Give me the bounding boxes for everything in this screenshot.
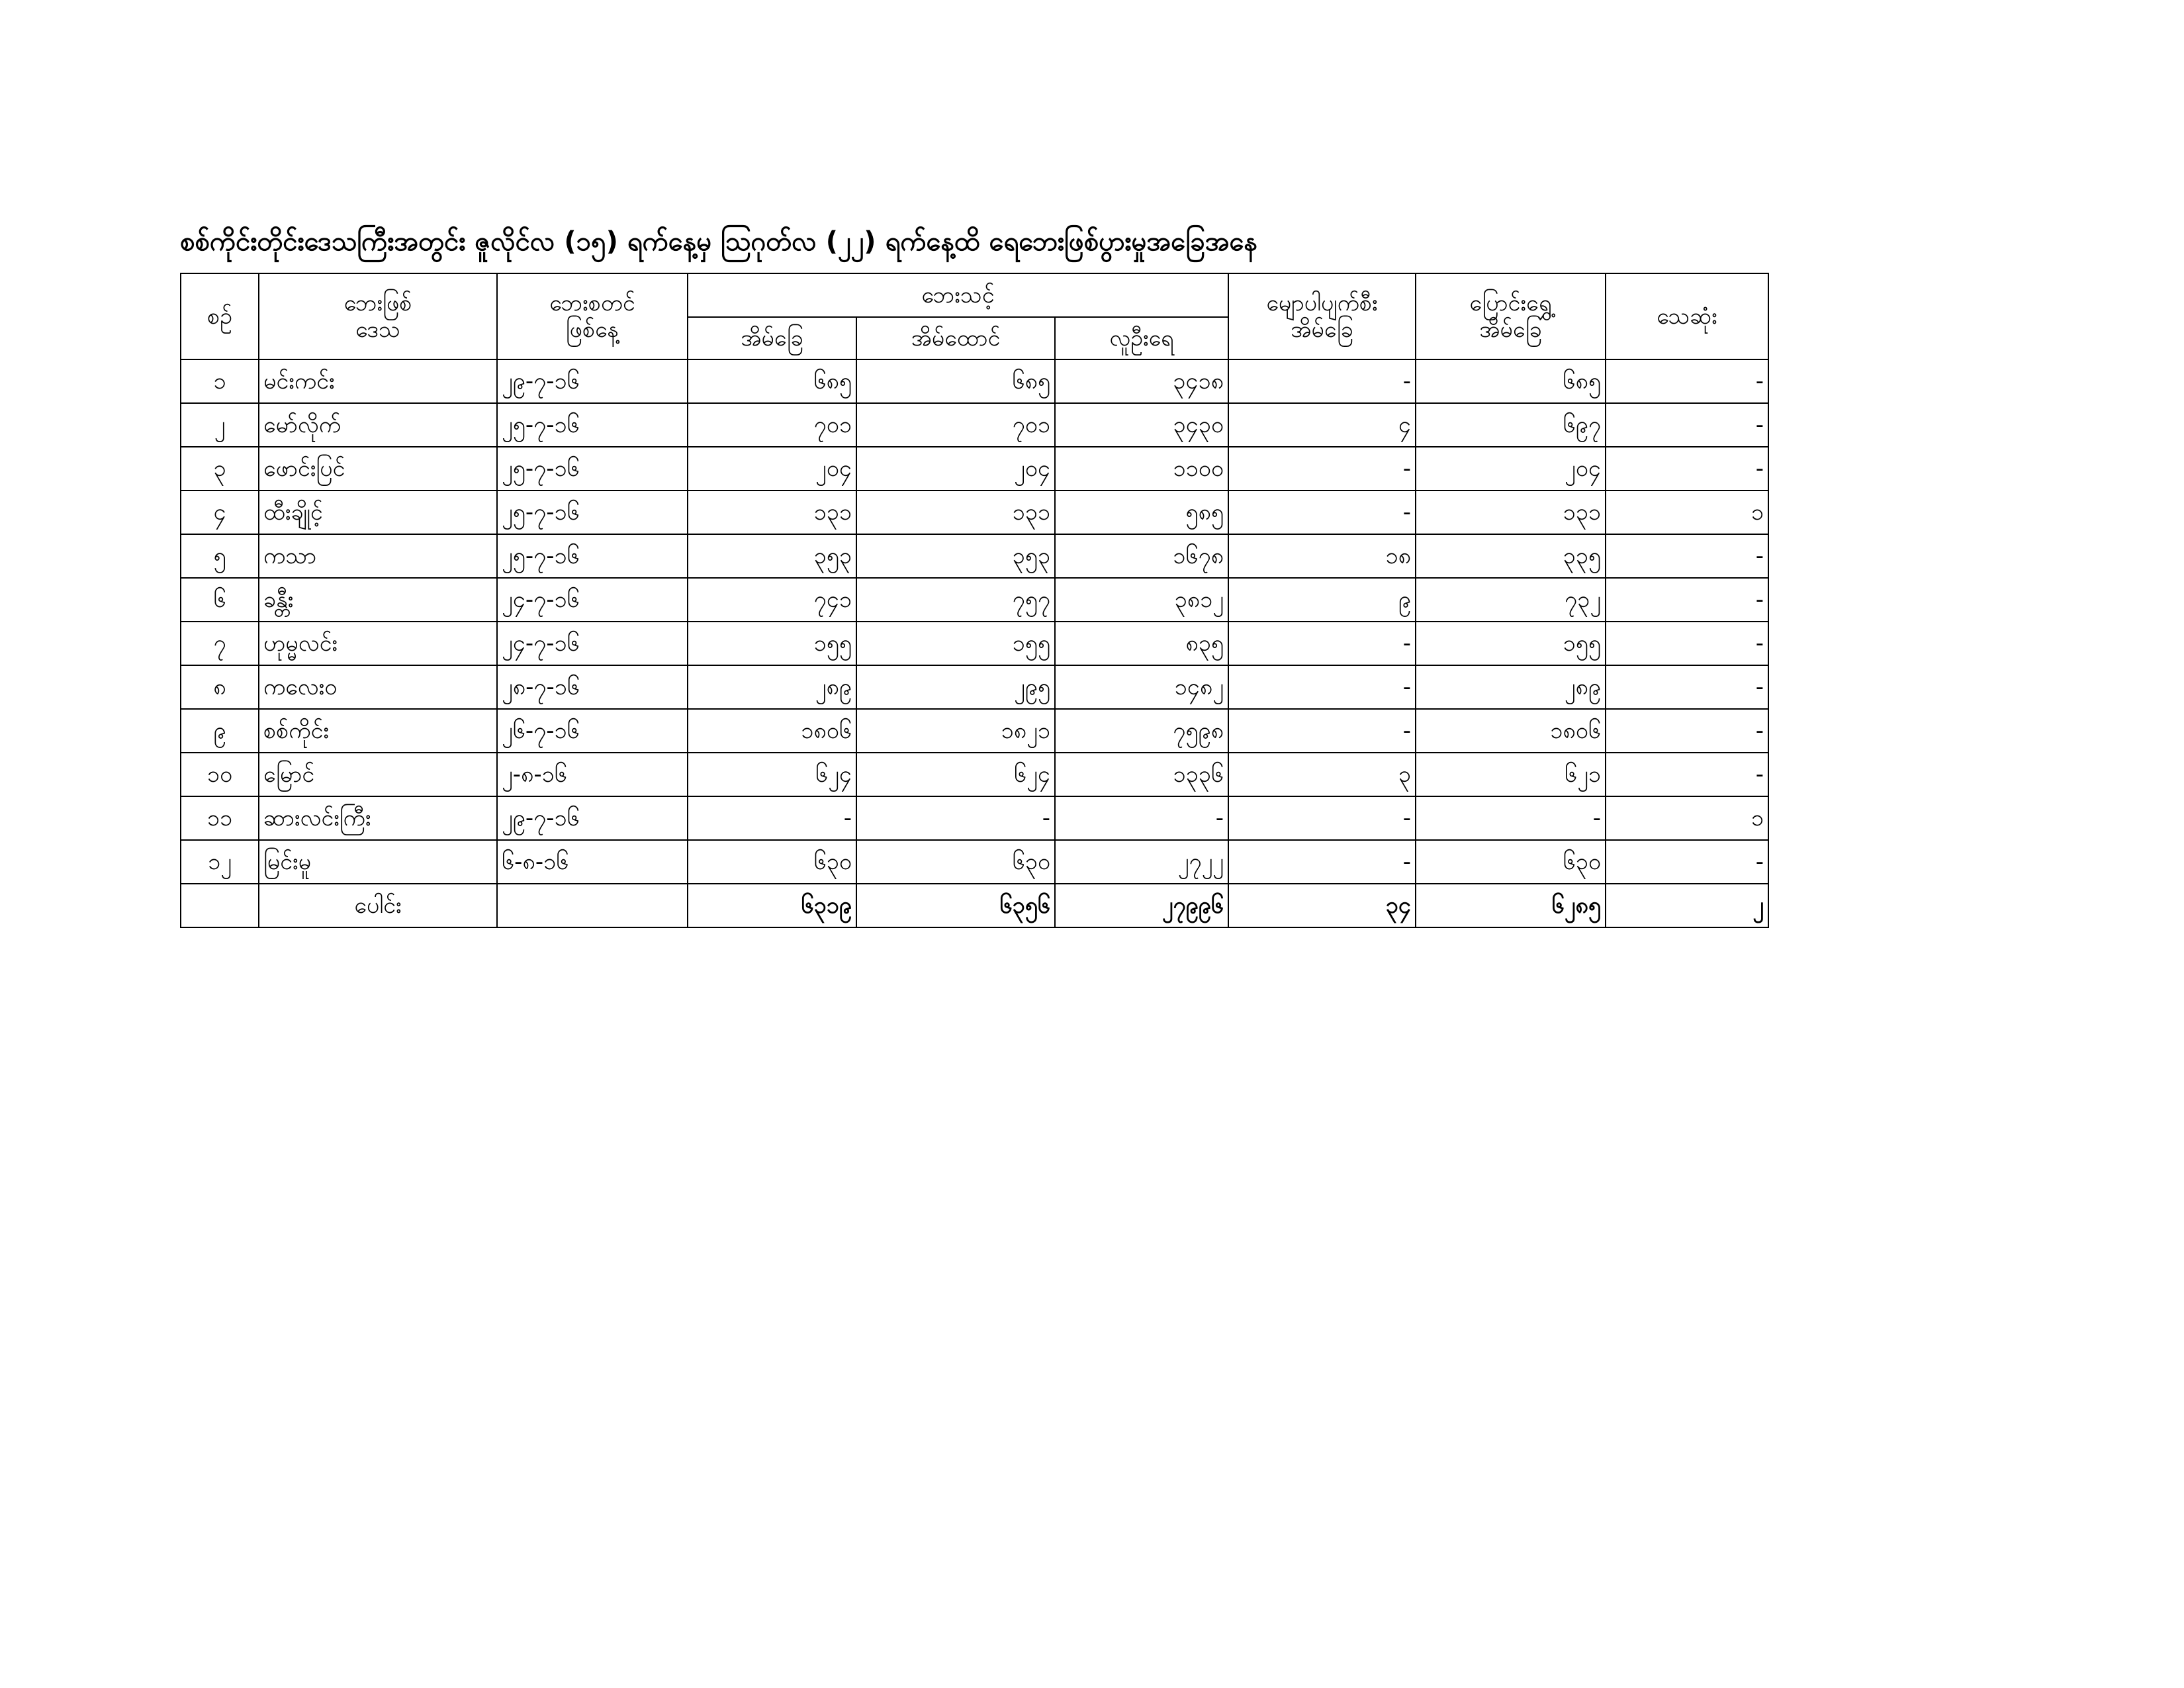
cell-people: ၃၈၁၂ xyxy=(1055,578,1228,622)
cell-relocated: ၆၈၅ xyxy=(1416,359,1606,403)
table-row xyxy=(181,709,1768,753)
table-row xyxy=(181,491,1768,534)
cell-date: ၆-၈-၁၆ xyxy=(497,840,688,884)
cell-households: ၁၅၅ xyxy=(688,622,856,665)
cell-people: ၁၁၀၀ xyxy=(1055,447,1228,491)
cell-no: ၁ xyxy=(181,359,259,403)
cell-washed: ၃ xyxy=(1228,753,1416,796)
cell-relocated: - xyxy=(1416,796,1606,840)
cell-no: ၈ xyxy=(181,665,259,709)
cell-date: ၂၅-၇-၁၆ xyxy=(497,403,688,447)
cell-no: ၉ xyxy=(181,709,259,753)
cell-houses: ၆၃၀ xyxy=(856,840,1055,884)
cell-relocated: ၁၈၀၆ xyxy=(1416,709,1606,753)
cell-people: ၁၄၈၂ xyxy=(1055,665,1228,709)
total-deaths: ၂ xyxy=(1606,884,1768,927)
cell-no: ၇ xyxy=(181,622,259,665)
cell-households: ၆၈၅ xyxy=(688,359,856,403)
cell-people: ၃၄၃၀ xyxy=(1055,403,1228,447)
cell-region: ကလေးဝ xyxy=(259,665,497,709)
total-no-cell xyxy=(181,884,259,927)
table-row xyxy=(181,665,1768,709)
cell-washed: - xyxy=(1228,622,1416,665)
header-no: စဉ် xyxy=(181,273,259,359)
cell-date: ၂၅-၇-၁၆ xyxy=(497,447,688,491)
cell-relocated: ၃၃၅ xyxy=(1416,534,1606,578)
cell-washed: - xyxy=(1228,665,1416,709)
cell-people: ၇၅၉၈ xyxy=(1055,709,1228,753)
total-label: ပေါင်း xyxy=(259,884,497,927)
cell-relocated: ၁၅၅ xyxy=(1416,622,1606,665)
cell-region: မင်းကင်း xyxy=(259,359,497,403)
cell-houses: ၁၅၅ xyxy=(856,622,1055,665)
header-start-date: ဘေးစတင် ဖြစ်နေ့ xyxy=(497,273,688,359)
cell-relocated: ၂၈၉ xyxy=(1416,665,1606,709)
cell-relocated: ၆၉၇ xyxy=(1416,403,1606,447)
cell-deaths: - xyxy=(1606,840,1768,884)
cell-people: ၅၈၅ xyxy=(1055,491,1228,534)
cell-relocated: ၁၃၁ xyxy=(1416,491,1606,534)
cell-people: - xyxy=(1055,796,1228,840)
cell-relocated: ၂၀၄ xyxy=(1416,447,1606,491)
cell-region: ဟုမ္မလင်း xyxy=(259,622,497,665)
cell-washed: ၁၈ xyxy=(1228,534,1416,578)
cell-deaths: - xyxy=(1606,709,1768,753)
cell-deaths: - xyxy=(1606,753,1768,796)
cell-deaths: - xyxy=(1606,534,1768,578)
cell-deaths: - xyxy=(1606,359,1768,403)
cell-households: ၂၀၄ xyxy=(688,447,856,491)
cell-relocated: ၆၃၀ xyxy=(1416,840,1606,884)
cell-deaths: - xyxy=(1606,665,1768,709)
table-row xyxy=(181,840,1768,884)
table-row xyxy=(181,534,1768,578)
cell-deaths: ၁ xyxy=(1606,796,1768,840)
cell-people: ၁၃၃၆ xyxy=(1055,753,1228,796)
total-people: ၂၇၉၉၆ xyxy=(1055,884,1228,927)
cell-deaths: ၁ xyxy=(1606,491,1768,534)
cell-no: ၅ xyxy=(181,534,259,578)
cell-region: ခန္တီး xyxy=(259,578,497,622)
header-relocated: ပြောင်းရွှေ့ အိမ်ခြေ xyxy=(1416,273,1606,359)
cell-people: ၁၆၇၈ xyxy=(1055,534,1228,578)
cell-households: ၁၈၀၆ xyxy=(688,709,856,753)
cell-region: စစ်ကိုင်း xyxy=(259,709,497,753)
cell-houses: ၇၅၇ xyxy=(856,578,1055,622)
page-title: စစ်ကိုင်းတိုင်းဒေသကြီးအတွင်း ဇူလိုင်လ (၁၅) ရက်နေ့မှ ဩဂုတ်လ (၂၂) ရက်နေ့ထိ ရေဘေးဖြစ်ပွားမှုအခြေအနေ xyxy=(180,226,1258,257)
table-row xyxy=(181,578,1768,622)
cell-households: ၆၃၀ xyxy=(688,840,856,884)
cell-no: ၁၀ xyxy=(181,753,259,796)
total-households: ၆၃၁၉ xyxy=(688,884,856,927)
table-row xyxy=(181,403,1768,447)
cell-houses: ၁၈၂၁ xyxy=(856,709,1055,753)
cell-relocated: ၇၃၂ xyxy=(1416,578,1606,622)
cell-people: ၈၃၅ xyxy=(1055,622,1228,665)
header-houses: အိမ်ထောင် xyxy=(856,317,1055,359)
cell-date: ၂-၈-၁၆ xyxy=(497,753,688,796)
cell-date: ၂၉-၇-၁၆ xyxy=(497,796,688,840)
table-row xyxy=(181,447,1768,491)
cell-people: ၃၄၁၈ xyxy=(1055,359,1228,403)
cell-no: ၄ xyxy=(181,491,259,534)
cell-region: ကသာ xyxy=(259,534,497,578)
cell-washed: ၉ xyxy=(1228,578,1416,622)
cell-no: ၂ xyxy=(181,403,259,447)
cell-houses: ၂၀၄ xyxy=(856,447,1055,491)
cell-houses: ၆၈၅ xyxy=(856,359,1055,403)
cell-houses: ၃၅၃ xyxy=(856,534,1055,578)
cell-deaths: - xyxy=(1606,578,1768,622)
cell-date: ၂၅-၇-၁၆ xyxy=(497,491,688,534)
cell-deaths: - xyxy=(1606,622,1768,665)
cell-no: ၆ xyxy=(181,578,259,622)
cell-houses: ၂၉၅ xyxy=(856,665,1055,709)
cell-no: ၃ xyxy=(181,447,259,491)
cell-region: မြင်းမူ xyxy=(259,840,497,884)
cell-households: - xyxy=(688,796,856,840)
header-region: ဘေးဖြစ် ဒေသ xyxy=(259,273,497,359)
cell-households: ၇၄၁ xyxy=(688,578,856,622)
cell-region: ဆားလင်းကြီး xyxy=(259,796,497,840)
cell-date: ၂၈-၇-၁၆ xyxy=(497,665,688,709)
cell-date: ၂၆-၇-၁၆ xyxy=(497,709,688,753)
cell-date: ၂၄-၇-၁၆ xyxy=(497,622,688,665)
total-houses: ၆၃၅၆ xyxy=(856,884,1055,927)
total-relocated: ၆၂၈၅ xyxy=(1416,884,1606,927)
header-affected: ဘေးသင့် xyxy=(688,273,1228,317)
header-people: လူဦးရေ xyxy=(1055,317,1228,359)
cell-region: မြောင် xyxy=(259,753,497,796)
table-row xyxy=(181,796,1768,840)
cell-houses: ၆၂၄ xyxy=(856,753,1055,796)
cell-washed: - xyxy=(1228,709,1416,753)
cell-households: ၁၃၁ xyxy=(688,491,856,534)
cell-households: ၂၈၉ xyxy=(688,665,856,709)
cell-washed: ၄ xyxy=(1228,403,1416,447)
cell-relocated: ၆၂၁ xyxy=(1416,753,1606,796)
cell-households: ၆၂၄ xyxy=(688,753,856,796)
table-row xyxy=(181,753,1768,796)
cell-washed: - xyxy=(1228,447,1416,491)
cell-region: ဖောင်းပြင် xyxy=(259,447,497,491)
cell-no: ၁၁ xyxy=(181,796,259,840)
cell-houses: - xyxy=(856,796,1055,840)
cell-deaths: - xyxy=(1606,447,1768,491)
cell-deaths: - xyxy=(1606,403,1768,447)
cell-washed: - xyxy=(1228,840,1416,884)
cell-houses: ၇၀၁ xyxy=(856,403,1055,447)
cell-washed: - xyxy=(1228,359,1416,403)
table-row xyxy=(181,622,1768,665)
cell-region: ထီးချိုင့် xyxy=(259,491,497,534)
total-date-cell xyxy=(497,884,688,927)
flood-situation-table xyxy=(180,273,1769,928)
cell-households: ၃၅၃ xyxy=(688,534,856,578)
total-row xyxy=(181,884,1768,927)
cell-washed: - xyxy=(1228,491,1416,534)
cell-no: ၁၂ xyxy=(181,840,259,884)
header-deaths: သေဆုံး xyxy=(1606,273,1768,359)
cell-households: ၇၀၁ xyxy=(688,403,856,447)
table-row xyxy=(181,359,1768,403)
cell-people: ၂၇၂၂ xyxy=(1055,840,1228,884)
cell-region: မော်လိုက် xyxy=(259,403,497,447)
cell-date: ၂၅-၇-၁၆ xyxy=(497,534,688,578)
table-body xyxy=(181,359,1768,927)
cell-date: ၂၄-၇-၁၆ xyxy=(497,578,688,622)
cell-date: ၂၉-၇-၁၆ xyxy=(497,359,688,403)
header-washed-away: မျောပါပျက်စီး အိမ်ခြေ xyxy=(1228,273,1416,359)
cell-houses: ၁၃၁ xyxy=(856,491,1055,534)
cell-washed: - xyxy=(1228,796,1416,840)
header-households: အိမ်ခြေ xyxy=(688,317,856,359)
total-washed: ၃၄ xyxy=(1228,884,1416,927)
